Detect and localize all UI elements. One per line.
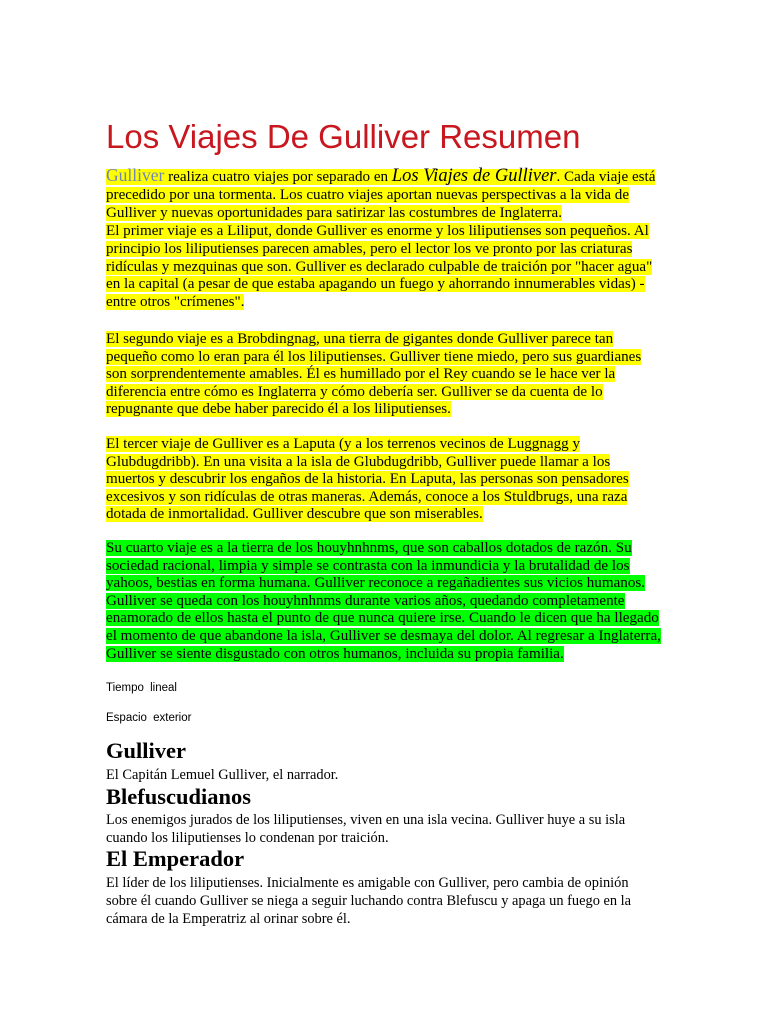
- character-heading-blefuscudianos: Blefuscudianos: [106, 784, 252, 809]
- space-label: Espacio exterior: [106, 712, 192, 724]
- fourth-voyage-text: Su cuarto viaje es a la tierra de los houyhnhnms, que son caballos dotados de razón. Su sociedad racional, limpia y simple se contrasta con la inmundicia y la brutalidad de los yahoos, bestias en forma humana. Gulliver reconoce a regañadientes sus vicios humanos. Gulliver se queda con los houyhnhnms durante varios años, quedando completamente enamorado de ellos hasta el punto de que nunca quiere irse. Cuando le dicen que ha llegado el momento de que abandone la isla, Gulliver se desmaya del dolor. Al regresar a Inglaterra, Gulliver se siente disgustado con otros humanos, incluida su propia familia.: [106, 540, 661, 662]
- gulliver-link[interactable]: Gulliver: [106, 165, 165, 185]
- second-voyage-text: El segundo viaje es a Brobdingnag, una tierra de gigantes donde Gulliver parece tan pequeño como lo eran para él los liliputienses. Gulliver tiene miedo, pero sus guardianes son sorprendentemente amables. Él es humillado por el Rey cuando se le hace ver la diferencia entre cómo es Inglaterra y cómo debería ser. Gulliver se da cuenta de lo repugnante que debe haber parecido él a los liliputienses.: [106, 331, 642, 418]
- second-voyage-paragraph: [106, 331, 662, 419]
- character-description-gulliver: El Capitán Lemuel Gulliver, el narrador.: [106, 767, 339, 783]
- intro-text-after-book: . Cada viaje está precedido por una tormenta. Los cuatro viajes aportan nuevas perspectivas a la vida de Gulliver y nuevas oportunidades para satirizar las costumbres de Inglaterra.: [106, 169, 656, 221]
- document-title: Los Viajes De Gulliver Resumen: [106, 118, 581, 155]
- character-description-emperador: El líder de los liliputienses. Inicialmente es amigable con Gulliver, pero cambia de opinión sobre él cuando Gulliver se niega a seguir luchando contra Blefuscu y apaga un fuego en la cámara de la Emperatriz al orinar sobre él.: [106, 875, 632, 927]
- character-description-blefuscudianos: Los enemigos jurados de los liliputienses, viven en una isla vecina. Gulliver huye a su isla cuando los liliputienses lo condenan por traición.: [106, 812, 626, 846]
- book-title: Los Viajes de Gulliver: [391, 166, 557, 186]
- intro-text-before-book: realiza cuatro viajes por separado en: [164, 169, 392, 185]
- first-voyage-text: El primer viaje es a Liliput, donde Gulliver es enorme y los liliputienses son pequeños. Al principio los liliputienses parecen amables, pero el lector los ve pronto por las criaturas ridículas y mezquinas que son. Gulliver es declarado culpable de traición por "hacer agua" en la capital (a pesar de que estaba apagando un fuego y ahorrando innumerables vidas) - entre otros "crímenes".: [106, 222, 653, 311]
- fourth-voyage-paragraph: [106, 540, 662, 663]
- third-voyage-text: El tercer viaje de Gulliver es a Laputa (y a los terrenos vecinos de Luggnagg y Glubdugdribb). En una visita a la isla de Glubdugdribb, Gulliver puede llamar a los muertos y descubrir los engaños de la historia. En Laputa, las personas son pensadores excesivos y son ridículas de otras maneras. Además, conoce a los Stuldbrugs, una raza dotada de inmortalidad. Gulliver descubre que son miserables.: [106, 436, 629, 523]
- character-heading-emperador: El Emperador: [106, 846, 245, 871]
- intro-highlight: [106, 165, 656, 311]
- time-label: Tiempo lineal: [106, 682, 177, 694]
- character-heading-gulliver: Gulliver: [106, 738, 186, 763]
- intro-paragraph: [106, 167, 662, 312]
- third-voyage-paragraph: [106, 436, 662, 524]
